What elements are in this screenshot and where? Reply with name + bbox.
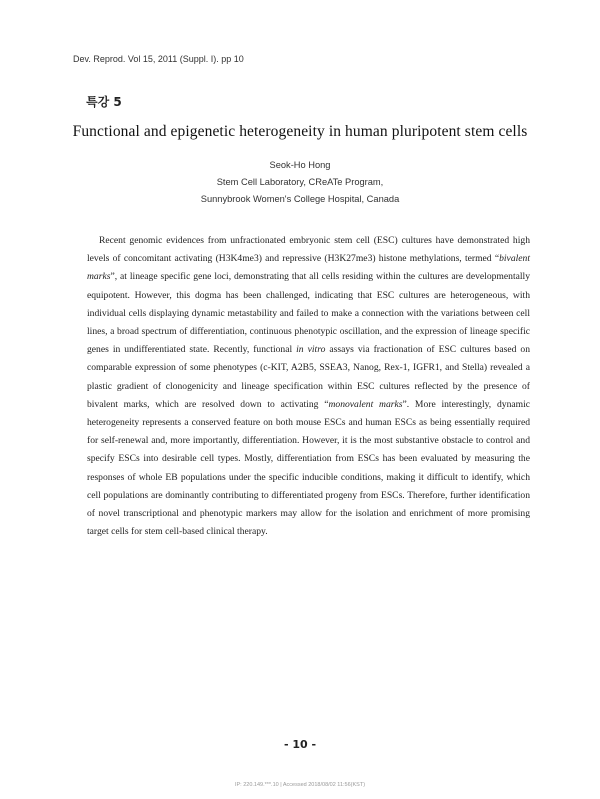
abstract-text: Recent genomic evidences from unfractionated embryonic stem cell (ESC) cultures have demonstrated high levels of concomitant activating (H3K4me3) and repressive (H3K27me3) histone methylations, termed “: [87, 235, 530, 265]
abstract-text: ”. More interestingly, dynamic heterogeneity represents a conserved feature on both mouse ESCs and human ESCs as being essentially required for self-renewal and, more importantly, differentiation. However, it is the most substantive obstacle to control and specify ESCs into desirable cell types. Mostly, differentiation from ESCs has been evaluated by measuring the responses of whole EB populations under the specific inducible conditions, making it difficult to identify, which cell populations are dominantly contributing to differentiated progeny from ESCs. Therefore, further identification of novel transcriptional and phenotypic markers may allow for the isolation and enrichment of more promising target cells for stem cell-based clinical therapy.: [87, 398, 531, 538]
abstract-emphasis: in vitro: [296, 344, 326, 356]
abstract-text: assays via fractionation of ESC cultures based on comparable expression of some phenotypes (c-KIT, A2B5, SSEA3, Nanog, Rex-1, IGFR1, and Stella) revealed a plastic gradient of clonogenicity and lineage specification within ESC cultures reflected by the presence of bivalent marks, which are resolved down to activating “: [87, 344, 530, 410]
author-block: [0, 157, 600, 208]
author-name: Seok-Ho Hong: [269, 160, 331, 170]
abstract-paragraph: [87, 232, 530, 541]
abstract: [87, 232, 530, 541]
section-label: 특강 5: [86, 95, 122, 109]
paper-title: Functional and epigenetic heterogeneity in human pluripotent stem cells: [72, 123, 528, 140]
abstract-emphasis: monovalent marks: [328, 398, 403, 410]
affiliation-line-2: Sunnybrook Women's College Hospital, Canada: [200, 194, 400, 204]
download-footer: IP: 220.149.***.10 | Accessed 2018/08/02 11:56(KST): [234, 782, 366, 788]
affiliation-line-1: Stem Cell Laboratory, CReATe Program,: [216, 177, 384, 187]
abstract-emphasis: bivalent marks: [87, 253, 530, 283]
running-head: Dev. Reprod. Vol 15, 2011 (Suppl. I). pp 10: [73, 54, 244, 64]
page-number: - 10 -: [283, 738, 317, 751]
abstract-text: ”, at lineage specific gene loci, demonstrating that all cells residing within the cultures are developmentally equipotent. However, this dogma has been challenged, indicating that ESC cultures are heterogeneous, with individual cells displaying dynamic metastability and failed to make a connection with the variations between cell lines, a broad spectrum of differentiation, continuous phenotypic oscillation, and the expression of lineage specific genes in undifferentiated state. Recently, functional: [87, 271, 530, 356]
